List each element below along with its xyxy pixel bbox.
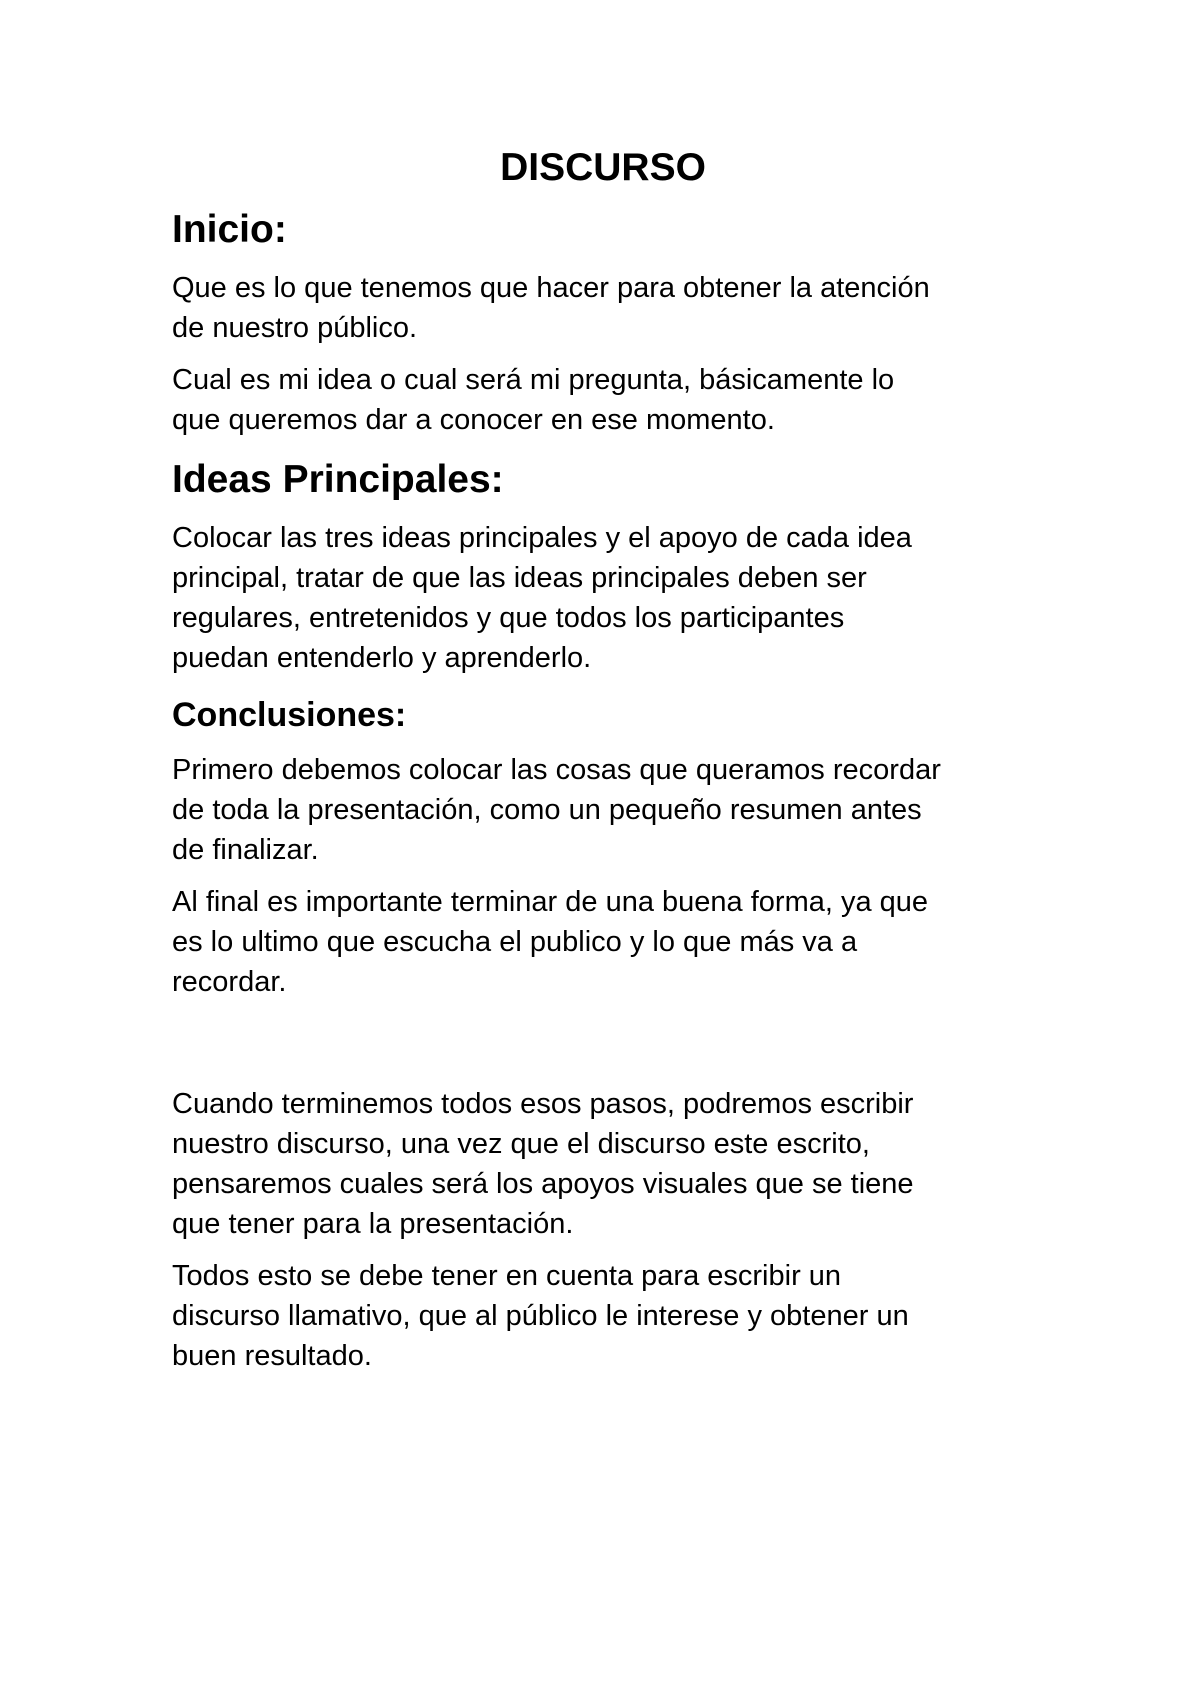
paragraph: Cuando terminemos todos esos pasos, podremos escribir nuestro discurso, una vez que el discurso este escrito, pensaremos cuales será los apoyos visuales que se tiene que tener para la presentación. bbox=[172, 1088, 914, 1240]
blank-space bbox=[172, 1014, 1042, 1084]
document-title: DISCURSO bbox=[500, 146, 706, 189]
document-body bbox=[172, 138, 1042, 1388]
section-heading-inicio: Inicio: bbox=[172, 208, 287, 251]
paragraph: Todos esto se debe tener en cuenta para escribir un discurso llamativo, que al público le interese y obtener un buen resultado. bbox=[172, 1260, 909, 1372]
section-heading-conclusiones: Conclusiones: bbox=[172, 696, 407, 734]
paragraph: Colocar las tres ideas principales y el apoyo de cada idea principal, tratar de que las ideas principales deben ser regulares, entretenidos y que todos los participantes puedan entenderlo y aprenderlo. bbox=[172, 522, 912, 674]
section-heading-ideas-principales: Ideas Principales: bbox=[172, 458, 504, 501]
paragraph: Cual es mi idea o cual será mi pregunta, básicamente lo que queremos dar a conocer en ese momento. bbox=[172, 364, 895, 436]
paragraph: Al final es importante terminar de una buena forma, ya que es lo ultimo que escucha el publico y lo que más va a recordar. bbox=[172, 886, 929, 998]
paragraph: Que es lo que tenemos que hacer para obtener la atención de nuestro público. bbox=[172, 272, 930, 344]
paragraph: Primero debemos colocar las cosas que queramos recordar de toda la presentación, como un pequeño resumen antes de finalizar. bbox=[172, 754, 941, 866]
